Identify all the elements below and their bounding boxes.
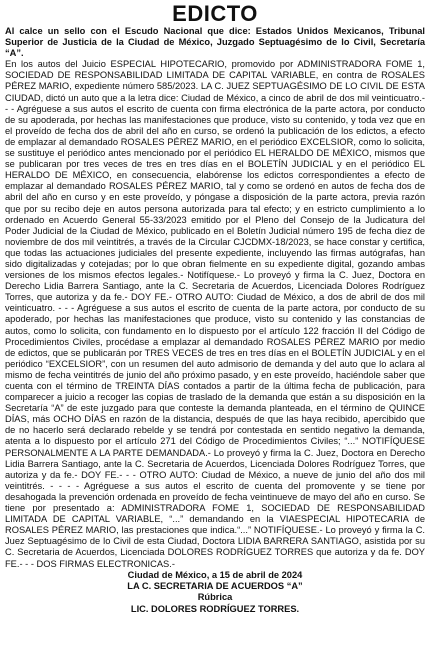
notice-body: En los autos del Juicio ESPECIAL HIPOTECARIO, promovido por ADMINISTRADORA FOME 1, SOCIEDAD DE RESPONSABILIDAD LIMITADA DE CAPITAL VARIABLE, en contra de ROSALES PÉREZ MARIO, expediente número 585/2023. LA C. JUEZ SEPTUAGÉSIMO DE LO CIVIL DE ESTA CIUDAD, dictó un auto que a la letra dice: Ciudad de México, a cinco de abril de dos mil veinticuatro.- - - Agréguese a sus autos el escrito de cuenta con firma electrónica de la parte actora, por conducto de su apoderada, por hechas las manifestaciones que produce, visto su contenido, y toda vez que en el proveído de fecha dos de abril del año en curso, se ordenó la publicación de los edictos, a efecto de emplazar al demandado ROSALES PÉREZ MARIO, en el periódico EXCELSIOR, como lo solicita, se sustituye el periódico antes mencionado por el periódico EL HERALDO DE MÉXICO, mismos que se publicaran por tres veces de tres en tres días en el BOLETÍN JUDICIAL y en el periódico EL HERALDO DE MÉXICO, en consecuencia, elabórense los edictos correspondientes a efecto de emplazar al demandado ROSALES PÉREZ MARIO, tal y como se ordenó en autos de fecha dos de abril del año en curso y en este proveído, y póngase a disposición de la parte actora, previa razón que por su recibo deje en autos persona autorizada para tal efecto; y en estricto cumplimiento a lo ordenado en Acuerdo General 55-33/2023 emitido por el Pleno del Consejo de la Judicatura del Poder Judicial de la Ciudad de México, publicado en el Boletín Judicial número 195 de fecha diez de noviembre de dos mil veintitrés, a través de la Circular CJCDMX-18/2023, se hace constar y certifica, que todas las actuaciones judiciales del presente expediente, incluyendo las firmas autógrafas, han sido digitalizadas y cotejadas; por lo que obran fielmente en su expediente digital, gozando ambas versiones de los mismos efectos legales.- Notifíquese.- Lo proveyó y firma la C. Juez, Doctora en Derecho Lidia Barrera Santiago, ante la C. Secretaria de Acuerdos, Licenciada Dolores Rodríguez Torres, que autoriza y da fe.- DOY FE.- OTRO AUTO: Ciudad de México, a dos de abril de dos mil veinticuatro. - - - Agréguese a sus autos el escrito de cuenta de la parte actora, por conducto de su apoderado, por hechas las manifestaciones que produce, visto su contenido y las constancias de autos, como lo solicita, con fundamento en lo dispuesto por el artículo 122 fracción II del Código de Procedimientos Civiles, procédase a emplazar al demandado ROSALES PÉREZ MARIO por medio de edictos, que se publicarán por TRES VECES de tres en tres días en el BOLETÍN JUDICIAL y en el periódico “EXCELSIOR”, con un resumen del auto admisorio de demanda y del auto que lo aclara al mismo de fecha veintitrés de junio del año próximo pasado, y en este proveído, haciéndole saber que cuenta con el término de TREINTA DÍAS contados a partir de la última fecha de publicación, para comparecer a juicio a recoger las copias de traslado de la demanda que están a su disposición en la Secretaría “A” de este juzgado para que conteste la demanda planteada, en el término de QUINCE DÍAS, más OCHO DÍAS en razón de la distancia, después de que las haya recibido, apercibido que de no hacerlo será declarado rebelde y se tendrá por contestada en sentido negativo la demanda, atenta a lo dispuesto por el artículo 271 del Código de Procedimientos Civiles; “...” NOTIFÍQUESE PERSONALMENTE A LA PARTE DEMANDADA.- Lo proveyó y firma la C. Juez, Doctora en Derecho Lidia Barrera Santiago, ante la C. Secretaria de Acuerdos, Licenciada Dolores Rodríguez Torres, que autoriza y da fe.- DOY FE.- - - OTRO AUTO: Ciudad de México, a nueve de junio del año dos mil veintitrés. - - - - Agréguese a sus autos el escrito de cuenta del promovente y se tiene por desahogada la prevención ordenada en proveído de fecha veintinueve de mayo del año en curso. Se tiene por presentado a: ADMINISTRADORA FOME 1, SOCIEDAD DE RESPONSABILIDAD LIMITADA DE CAPITAL VARIABLE, “...” demandando en la VIAESPECIAL HIPOTECARIA de ROSALES PÉREZ MARIO, las prestaciones que indica.“...” NOTIFÍQUESE.- Lo proveyó y firma la C. Juez Septuagésimo de lo Civil de esta Ciudad, Doctora LIDIA BARRERA SANTIAGO, asistida por su C. Secretaria de Acuerdos, Licenciada DOLORES RODRÍGUEZ TORRES que autoriza y da fe. DOY FE.- - - DOS FIRMAS ELECTRONICAS.-: [5, 59, 425, 569]
closing-signatory: LIC. DOLORES RODRÍGUEZ TORRES.: [130, 603, 300, 614]
notice-title: EDICTO: [172, 1, 258, 26]
seal-description: Al calce un sello con el Escudo Nacional que dice: Estados Unidos Mexicanos, Tribunal Superior de Justicia de la Ciudad de México, Juzgado Septuagésimo de lo Civil, Secretaría “A”.: [5, 26, 425, 59]
signature-block: [5, 570, 425, 616]
closing-rubric: Rúbrica: [197, 592, 233, 603]
closing-office: LA C. SECRETARIA DE ACUERDOS “A”: [127, 581, 303, 591]
closing-date: Ciudad de México, a 15 de abril de 2024: [127, 569, 303, 580]
